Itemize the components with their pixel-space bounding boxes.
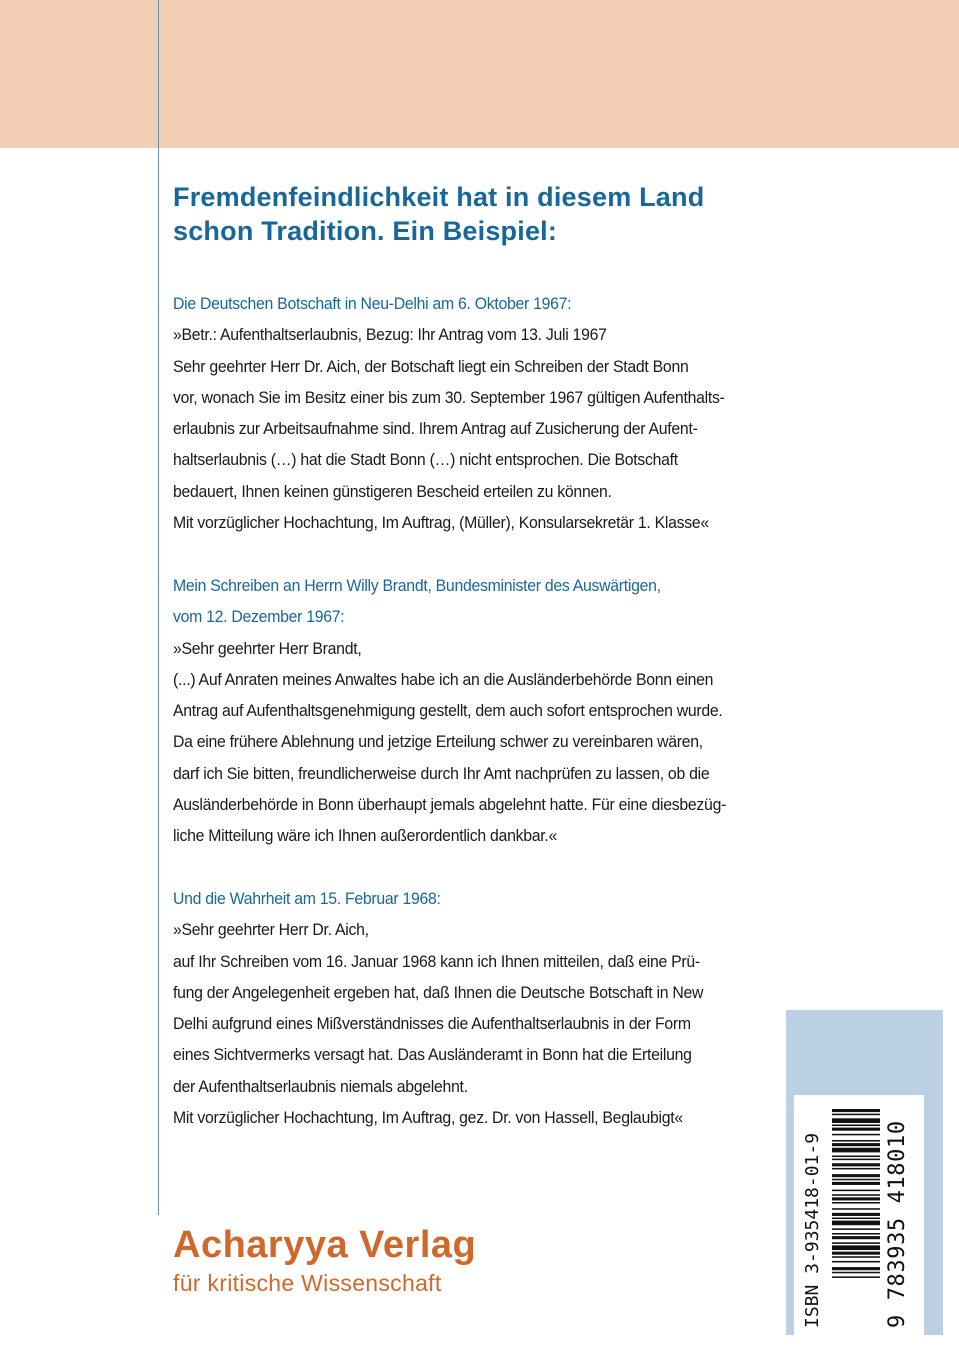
barcode-bar xyxy=(832,1163,880,1166)
barcode-bar xyxy=(832,1242,880,1244)
text-line: Delhi aufgrund eines Mißverständnisses die Aufenthaltserlaubnis in der Form xyxy=(173,1014,691,1034)
text-line: bedauert, Ihnen keinen günstigeren Bescheid erteilen zu können. xyxy=(173,481,612,501)
text-line: »Betr.: Aufenthaltserlaubnis, Bezug: Ihr Antrag vom 13. Juli 1967 xyxy=(173,325,607,345)
barcode-bar xyxy=(832,1252,880,1255)
barcode-bar xyxy=(832,1143,880,1146)
section-intro: Mein Schreiben an Herrn Willy Brandt, Bundesminister des Auswärtigen, xyxy=(173,576,661,595)
barcode-bar xyxy=(832,1168,880,1170)
text-line: vor, wonach Sie im Besitz einer bis zum 30. September 1967 gültigen Aufenthalts- xyxy=(173,387,725,407)
letter-section-1 xyxy=(173,288,783,538)
barcode-bar xyxy=(832,1267,880,1270)
text-line: der Aufenthaltserlaubnis niemals abgelehnt. xyxy=(173,1076,468,1096)
text-line: auf Ihr Schreiben vom 16. Januar 1968 kann ich Ihnen mitteilen, daß eine Prü- xyxy=(173,951,700,971)
barcode-bar xyxy=(832,1233,880,1235)
barcode-bar xyxy=(832,1114,880,1116)
isbn-text: ISBN 3-935418-01-9 xyxy=(802,1132,823,1328)
section-intro: Die Deutschen Botschaft in Neu-Delhi am 6. Oktober 1967: xyxy=(173,294,572,313)
barcode-bar xyxy=(832,1156,880,1158)
text-line: Antrag auf Aufenthaltsgenehmigung gestellt, dem auch sofort entsprochen wurde. xyxy=(173,701,723,721)
headline xyxy=(173,180,783,248)
back-cover-text xyxy=(173,180,783,1128)
text-line: fung der Angelegenheit ergeben hat, daß Ihnen die Deutsche Botschaft in New xyxy=(173,982,704,1002)
barcode-bar xyxy=(832,1159,880,1161)
headline-line-1: Fremdenfeindlichkeit hat in diesem Land xyxy=(173,182,705,212)
barcode-bar xyxy=(832,1179,880,1181)
text-line: »Sehr geehrter Herr Dr. Aich, xyxy=(173,920,369,940)
text-line: liche Mitteilung wäre ich Ihnen außerordentlich dankbar.« xyxy=(173,826,557,846)
barcode-bar xyxy=(832,1148,880,1153)
publisher-tagline: für kritische Wissenschaft xyxy=(173,1270,442,1296)
barcode-number-text: 9 783935 418010 xyxy=(885,1120,910,1328)
publisher-logo xyxy=(173,1222,476,1298)
barcode-bar xyxy=(832,1261,880,1263)
barcode-bar xyxy=(832,1236,880,1239)
text-line: Sehr geehrter Herr Dr. Aich, der Botschaft liegt ein Schreiben der Stadt Bonn xyxy=(173,356,689,376)
publisher-name: Acharyya Verlag xyxy=(173,1224,477,1266)
barcode-bar xyxy=(832,1109,880,1112)
barcode-bar xyxy=(832,1256,880,1258)
barcode-bar xyxy=(832,1182,880,1185)
barcode-bar xyxy=(832,1272,880,1274)
text-line: Mit vorzüglicher Hochachtung, Im Auftrag, (Müller), Konsularsekretär 1. Klasse« xyxy=(173,513,709,533)
barcode-bar xyxy=(832,1276,880,1278)
barcode-bar xyxy=(832,1221,880,1226)
text-line: Ausländerbehörde in Bonn überhaupt jemals abgelehnt hatte. Für eine diesbezüg- xyxy=(173,795,727,815)
letter-section-2 xyxy=(173,570,783,852)
barcode-bar xyxy=(832,1174,880,1177)
headline-line-2: schon Tradition. Ein Beispiel: xyxy=(173,216,558,246)
barcode-bar xyxy=(832,1228,880,1230)
text-line: (...) Auf Anraten meines Anwaltes habe ich an die Ausländerbehörde Bonn einen xyxy=(173,669,714,689)
barcode-bar xyxy=(832,1125,880,1127)
barcode-number xyxy=(883,1108,913,1328)
letter-section-3 xyxy=(173,883,783,1133)
barcode-bar xyxy=(832,1197,880,1200)
text-line: darf ich Sie bitten, freundlicherweise durch Ihr Amt nachprüfen zu lassen, ob die xyxy=(173,763,710,783)
barcode-bar xyxy=(832,1190,880,1192)
section-intro: Und die Wahrheit am 15. Februar 1968: xyxy=(173,889,441,908)
barcode-bar xyxy=(832,1194,880,1196)
vertical-divider-line xyxy=(158,0,159,1215)
barcode-bar xyxy=(832,1213,880,1216)
top-color-band xyxy=(0,0,959,148)
barcode-bar xyxy=(832,1208,880,1210)
barcode-bar xyxy=(832,1118,880,1123)
barcode-bar xyxy=(832,1134,880,1136)
text-line: haltserlaubnis (…) hat die Stadt Bonn (…) nicht entsprochen. Die Botschaft xyxy=(173,450,678,470)
text-line: eines Sichtvermerks versagt hat. Das Ausländeramt in Bonn hat die Erteilung xyxy=(173,1045,692,1065)
barcode-bar xyxy=(832,1140,880,1142)
barcode-bar xyxy=(832,1202,880,1204)
text-line: erlaubnis zur Arbeitsaufnahme sind. Ihrem Antrag auf Zusicherung der Aufent- xyxy=(173,419,698,439)
text-line: »Sehr geehrter Herr Brandt, xyxy=(173,638,362,658)
barcode-bar xyxy=(832,1245,880,1250)
isbn-label xyxy=(800,1108,826,1328)
section-intro-continued: vom 12. Dezember 1967: xyxy=(173,607,345,627)
text-line: Mit vorzüglicher Hochachtung, Im Auftrag, gez. Dr. von Hassell, Beglaubigt« xyxy=(173,1108,683,1128)
text-line: Da eine frühere Ablehnung und jetzige Erteilung schwer zu vereinbaren wären, xyxy=(173,732,703,752)
barcode-bar xyxy=(832,1218,880,1220)
barcode-bar xyxy=(832,1128,880,1131)
